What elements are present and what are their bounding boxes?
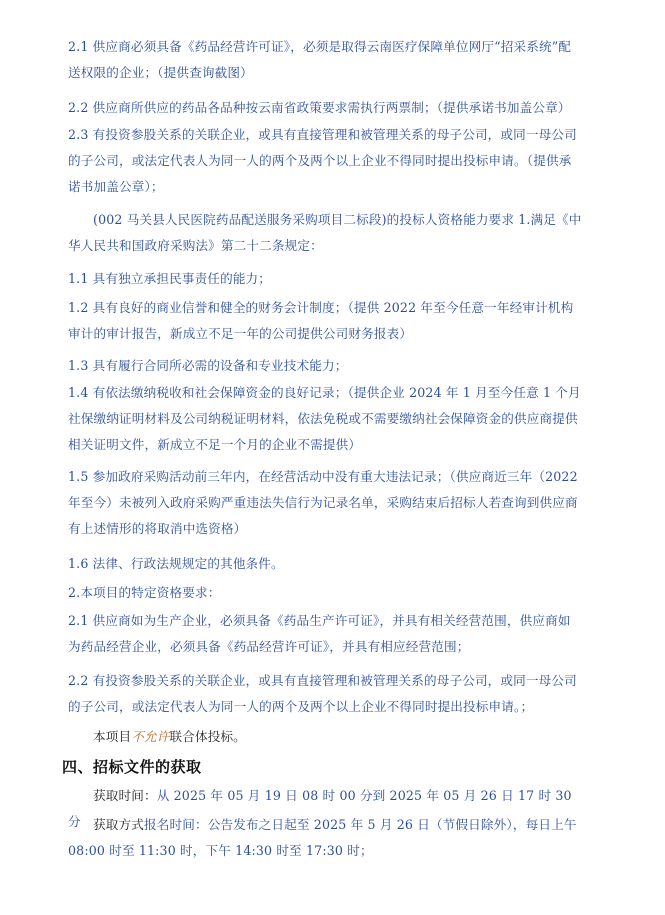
consortium-suffix: 联合体投标。 xyxy=(169,729,246,744)
acquisition-time-label: 获取时间： xyxy=(93,788,157,803)
clause-1-3-equipment: 1.3 具有履行合同所必需的设备和专业技术能力； xyxy=(68,358,348,373)
clause-2-1-production-license: 2.1 供应商如为生产企业，必须具备《药品生产许可证》，并具有相关经营范围，供应商如为药品经营企业，必须具备《药品经营许可证》，并具有相应经营范围； xyxy=(68,613,571,654)
clause-1-5-no-violations: 1.5 参加政府采购活动前三年内，在经营活动中没有重大违法记录；（供应商近三年（2022年至今）未被列入政府采购严重违法失信行为记录名单，采购结束后招标人若查询到供应商有上述情形的将取消中选资格） xyxy=(68,469,578,536)
clause-2-2-two-invoice: 2.2 供应商所供应的药品各品种按云南省政策要求需执行两票制；（提供承诺书加盖公章） xyxy=(68,100,571,115)
acquisition-time-value: 从 2025 年 05 月 19 日 08 时 00 分到 2025 年 05 月 26 日 17 时 30 分 xyxy=(68,788,572,829)
acquisition-method-label: 获取方式 xyxy=(93,817,144,832)
consortium-prefix: 本项目 xyxy=(93,729,132,744)
specific-qualification-heading: 2.本项目的特定资格要求： xyxy=(68,585,221,600)
clause-2-2-related-enterprises: 2.2 有投资参股关系的关联企业，或具有直接管理和被管理关系的母子公司，或同一母公司的子公司，或法定代表人为同一人的两个及两个以上企业不得同时提出投标申请。； xyxy=(68,673,577,714)
acquisition-method xyxy=(68,812,583,864)
clause-1-6-other-conditions: 1.6 法律、行政法规规定的其他条件。 xyxy=(68,556,284,571)
clause-1-4-tax-social-security: 1.4 有依法缴纳税收和社会保障资金的良好记录；（提供企业 2024 年 1 月至今任意 1 个月社保缴纳证明材料及公司纳税证明材料，依法免税或不需要缴纳社会保障资金的供应商提供相关证明文件，新成立不足一个月的企业不需提供） xyxy=(68,385,581,452)
consortium-statement xyxy=(68,724,583,750)
clause-1-1-civil-liability: 1.1 具有独立承担民事责任的能力； xyxy=(68,271,272,286)
section-4-heading: 四、招标文件的获取 xyxy=(62,758,202,776)
clause-1-2-financial-system: 1.2 具有良好的商业信誉和健全的财务会计制度；（提供 2022 年至今任意一年经审计机构审计的审计报告，新成立不足一年的公司提供公司财务报表） xyxy=(68,300,574,341)
clause-2-3-related-enterprises: 2.3 有投资参股关系的关联企业，或具有直接管理和被管理关系的母子公司，或同一母公司的子公司，或法定代表人为同一人的两个及两个以上企业不得同时提出投标申请。（提供承诺书加盖公章）； xyxy=(68,127,577,194)
lot2-qualification-intro: (002 马关县人民医院药品配送服务采购项目二标段)的投标人资格能力要求 1.满足《中华人民共和国政府采购法》第二十二条规定： xyxy=(68,212,582,253)
clause-2-1-license: 2.1 供应商必须具备《药品经营许可证》，必须是取得云南医疗保障单位网厅“招采系统”配送权限的企业；（提供查询截图） xyxy=(68,39,572,80)
consortium-value: 不允许 xyxy=(131,729,170,744)
acquisition-method-value: 报名时间：公告发布之日起至 2025 年 5 月 26 日（节假日除外），每日上午 08:00 时至 11:30 时，下午 14:30 时至 17:30 时； xyxy=(68,817,577,858)
